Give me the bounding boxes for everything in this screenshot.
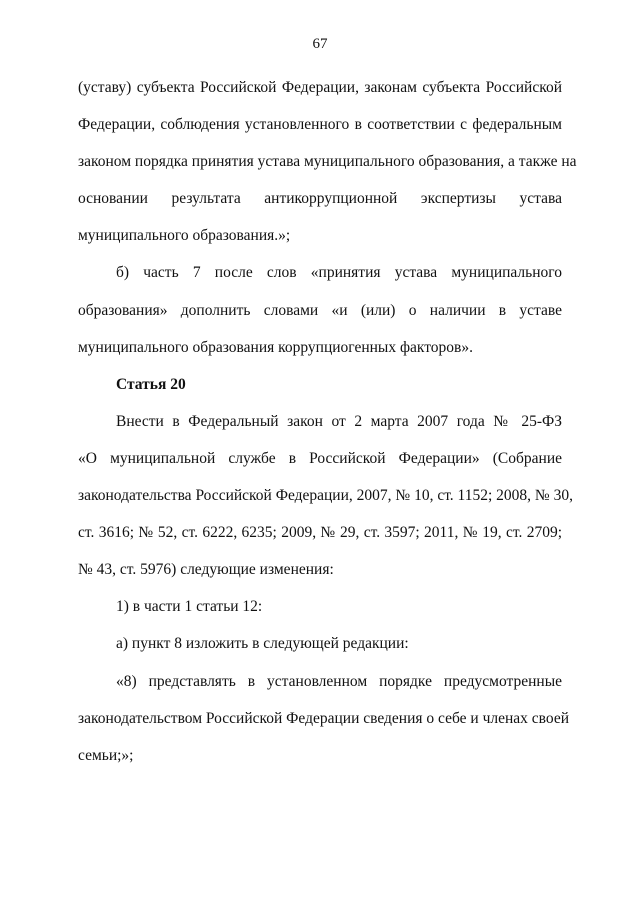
text-line: б) часть 7 после слов «принятия устава муниципального (116, 264, 562, 282)
text-line: № 43, ст. 5976) следующие изменения: (78, 561, 334, 579)
page-number: 67 (312, 36, 328, 52)
text-line: законом порядка принятия устава муниципального образования, а также на (78, 153, 577, 171)
text-line: «8) представлять в установленном порядке предусмотренные (116, 672, 562, 690)
text-line: муниципального образования.»; (78, 227, 291, 245)
text-line: законодательством Российской Федерации сведения о себе и членах своей (78, 709, 569, 727)
text-line: а) пункт 8 изложить в следующей редакции: (116, 635, 409, 653)
text-line: 1) в части 1 статьи 12: (116, 598, 263, 616)
text-line: Федерации, соблюдения установленного в соответствии с федеральным (78, 116, 562, 134)
text-line: основании результата антикоррупционной экспертизы устава (78, 190, 562, 208)
text-line: Внести в Федеральный закон от 2 марта 2007 года № 25-ФЗ (116, 412, 562, 430)
article-heading: Статья 20 (116, 375, 186, 393)
text-line: законодательства Российской Федерации, 2007, № 10, ст. 1152; 2008, № 30, (78, 487, 573, 505)
text-line: образования» дополнить словами «и (или) о наличии в уставе (78, 301, 562, 319)
document-body (78, 73, 577, 778)
text-line: ст. 3616; № 52, ст. 6222, 6235; 2009, № 29, ст. 3597; 2011, № 19, ст. 2709; (78, 524, 562, 542)
text-line: семьи;»; (78, 746, 134, 764)
text-line: «О муниципальной службе в Российской Федерации» (Собрание (78, 449, 562, 467)
text-line: муниципального образования коррупциогенных факторов». (78, 338, 473, 356)
text-line: (уставу) субъекта Российской Федерации, законам субъекта Российской (78, 79, 562, 96)
